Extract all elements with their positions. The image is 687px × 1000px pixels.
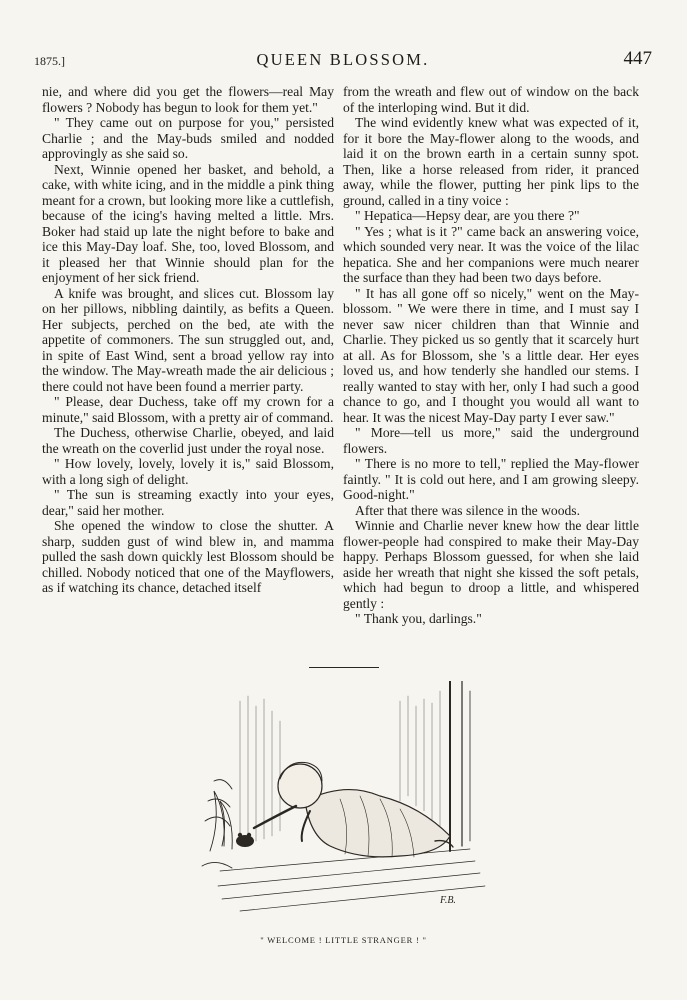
paragraph: " The sun is streaming exactly into your eyes, dear," said her mother. bbox=[42, 487, 334, 518]
paragraph: " Please, dear Duchess, take off my crown for a minute," said Blossom, with a pretty air of command. bbox=[42, 394, 334, 425]
paragraph: After that there was silence in the woods. bbox=[355, 502, 580, 518]
paragraph: nie, and where did you get the flowers—real May flowers ? Nobody has begun to look for them yet." bbox=[42, 84, 334, 115]
running-header bbox=[34, 48, 652, 72]
paragraph: Winnie and Charlie never knew how the dear little flower-people had conspired to make their May-Day happy. Perhaps Blossom guessed, for when she laid aside her wreath that night she kissed the soft petals, which had begun to droop a little, and whispered gently : bbox=[343, 518, 639, 611]
paragraph: A knife was brought, and slices cut. Blossom lay on her pillows, nibbling daintily, as befits a Queen. Her subjects, perched on the bed, ate with the appetite of commoners. The sun struggled out, and, in spite of East Wind, sent a broad yellow ray into the window. The May-wreath made the air delicious ; there could not have been found a merrier party. bbox=[42, 285, 334, 394]
section-divider bbox=[309, 667, 379, 668]
left-column bbox=[42, 84, 334, 596]
right-column bbox=[343, 84, 639, 627]
paragraph: " They came out on purpose for you," persisted Charlie ; and the May-buds smiled and nodded approvingly as she said so. bbox=[42, 115, 334, 161]
engraving-illustration bbox=[200, 681, 492, 913]
paragraph: " Hepatica—Hepsy dear, are you there ?" bbox=[355, 208, 580, 223]
paragraph: The wind evidently knew what was expected of it, for it bore the May-flower along to the woods, and laid it on the brown earth in a certain sunny spot. Then, like a horse released from rider, it pranced away, while the flower, putting her pink lips to the ground, called in a tiny voice : bbox=[343, 115, 639, 208]
paragraph: Next, Winnie opened her basket, and behold, a cake, with white icing, and in the middle a pink thing meant for a crown, but looking more like a cuttlefish, because of the icing's having melted a little. Mrs. Boker had staid up late the night before to bake and ice this May-Day loaf. She, too, loved Blossom, and it pleased her that Winnie should plan for the enjoyment of her sick friend. bbox=[42, 161, 334, 285]
page-number: 447 bbox=[623, 48, 652, 69]
paragraph: " Yes ; what is it ?" came back an answering voice, which sounded very near. It was the voice of the lilac hepatica. She and her companions were much nearer the surface than they had been two days before. bbox=[343, 223, 639, 285]
header-title: QUEEN BLOSSOM. bbox=[256, 50, 430, 69]
paragraph: " It has all gone off so nicely," went on the May-blossom. " We were there in time, and I must say I never saw nicer children than that Winnie and Charlie. They picked us so gently that it scarcely hurt at all. As for Blossom, she 's a little dear. Her eyes loved us, and how tenderly she handled our stems. I really wanted to stay with her, only I had such a good chance to go, and I thought you would all want to hear. It was the nicest May-Day party I ever saw." bbox=[343, 285, 639, 425]
paragraph: from the wreath and flew out of window on the back of the interloping wind. But it did. bbox=[343, 84, 639, 115]
paragraph: " More—tell us more," said the underground flowers. bbox=[343, 425, 639, 456]
frog-figure bbox=[236, 835, 254, 847]
paragraph: " There is no more to tell," replied the May-flower faintly. " It is cold out here, and I am growing sleepy. Good-night." bbox=[343, 456, 639, 502]
header-date: 1875.] bbox=[34, 54, 65, 68]
paragraph: The Duchess, otherwise Charlie, obeyed, and laid the wreath on the coverlid just under the royal nose. bbox=[42, 425, 334, 456]
paragraph: " Thank you, darlings." bbox=[355, 611, 482, 626]
illustration-caption: " WELCOME ! LITTLE STRANGER ! " bbox=[260, 935, 427, 945]
artist-signature: F.B. bbox=[440, 895, 456, 906]
paragraph: She opened the window to close the shutter. A sharp, sudden gust of wind blew in, and mamma pulled the sash down quickly lest Blossom should be chilled. Nobody noticed that one of the Mayflowers, as if watching its chance, detached itself bbox=[42, 518, 334, 595]
paragraph: " How lovely, lovely, lovely it is," said Blossom, with a long sigh of delight. bbox=[42, 456, 334, 487]
